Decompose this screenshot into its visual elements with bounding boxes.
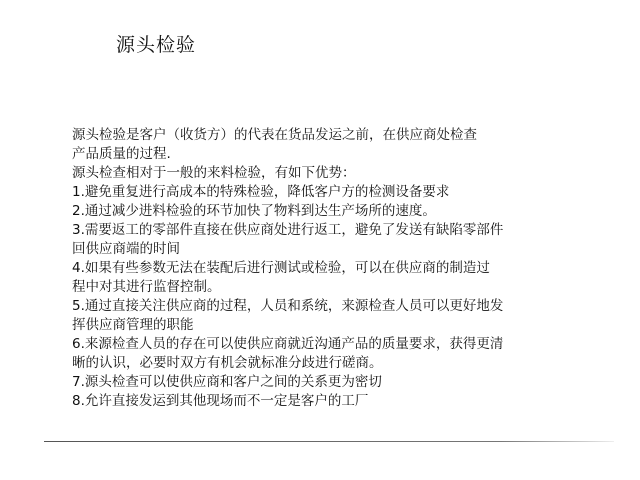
body-line: 挥供应商管理的职能	[72, 317, 194, 333]
body-line: 7.源头检查可以使供应商和客户之间的关系更为密切	[72, 374, 382, 390]
body-line: 3.需要返工的零部件直接在供应商处进行返工，避免了发送有缺陷零部件	[72, 222, 504, 238]
body-line: 回供应商端的时间	[72, 241, 180, 257]
body-line: 8.允许直接发运到其他现场而不一定是客户的工厂	[72, 393, 369, 409]
body-line: 6.来源检查人员的存在可以使供应商就近沟通产品的质量要求，获得更清	[72, 336, 504, 352]
body-line: 晰的认识，必要时双方有机会就标准分歧进行磋商。	[72, 355, 383, 371]
body-line: 源头检查相对于一般的来料检验，有如下优势：	[72, 165, 356, 181]
body-line: 产品质量的过程.	[72, 146, 171, 162]
body-line: 程中对其进行监督控制。	[72, 279, 221, 295]
body-line: 1.避免重复进行高成本的特殊检验，降低客户方的检测设备要求	[72, 184, 450, 200]
body-line: 5.通过直接关注供应商的过程，人员和系统，来源检查人员可以更好地发	[72, 298, 504, 314]
footer-divider	[44, 441, 614, 442]
body-line: 源头检验是客户（收货方）的代表在货品发运之前，在供应商处检查	[72, 127, 477, 143]
slide-title: 源头检验	[116, 34, 197, 56]
body-line: 4.如果有些参数无法在装配后进行测试或检验，可以在供应商的制造过	[72, 260, 490, 276]
body-line: 2.通过减少进料检验的环节加快了物料到达生产场所的速度。	[72, 203, 436, 219]
slide-body	[72, 126, 612, 411]
